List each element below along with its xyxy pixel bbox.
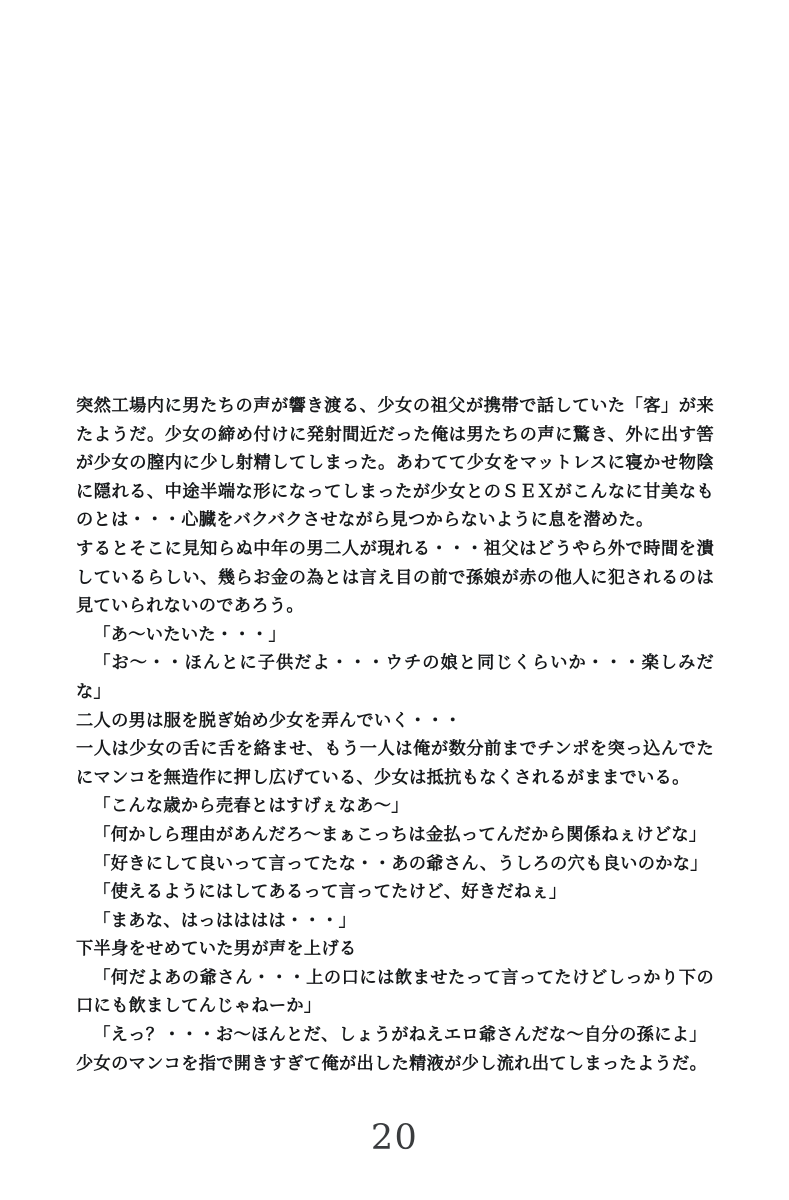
paragraph: 「好きにして良いって言ってたな・・あの爺さん、うしろの穴も良いのかな」 xyxy=(93,853,708,874)
paragraph: 突然工場内に男たちの声が響き渡る、少女の祖父が携帯で話していた「客」が来たようだ。少女の締め付けに発射間近だった俺は男たちの声に驚き、外に出す筈が少女の膣内に少し射精してしまった。あわてて少女をマットレスに寝かせ物陰に隠れる、中途半端な形になってしまったが少女とのＳＥＸがこんなに甘美なものとは・・・心臓をバクバクさせながら見つからないように息を潜めた。 xyxy=(76,396,714,531)
paragraph: 「使えるようにはしてあるって言ってたけど、好きだねぇ」 xyxy=(93,882,567,903)
paragraph: 「まあな、はっはははは・・・」 xyxy=(93,910,357,931)
body-text-block xyxy=(76,392,714,1078)
paragraph: 「何だよあの爺さん・・・上の口には飲ませたって言ってたけどしっかり下の口にも飲ましてんじゃねーか」 xyxy=(76,967,714,1017)
paragraph: 「何かしら理由があんだろ〜まぁこっちは金払ってんだから関係ねぇけどな」 xyxy=(93,824,707,845)
paragraph: するとそこに見知らぬ中年の男二人が現れる・・・祖父はどうやら外で時間を潰しているらしい、幾らお金の為とは言え目の前で孫娘が赤の他人に犯されるのは見ていられないのであろう。 xyxy=(76,538,714,617)
paragraph: 「お〜・・ほんとに子供だよ・・・ウチの娘と同じくらいか・・・楽しみだな」 xyxy=(76,653,714,702)
paragraph: 「えっ？・・・お〜ほんとだ、しょうがねえエロ爺さんだな〜自分の孫によ」 xyxy=(93,1025,707,1046)
paragraph: 下半身をせめていた男が声を上げる xyxy=(76,939,357,960)
paragraph: 一人は少女の舌に舌を絡ませ、もう一人は俺が数分前までチンポを突っ込んでたにマンコを無造作に押し広げている、少女は抵抗もなくされるがままでいる。 xyxy=(76,739,714,788)
page-number: 20 xyxy=(370,1118,419,1158)
paragraph: 少女のマンコを指で開きすぎて俺が出した精液が少し流れ出てしまったようだ。 xyxy=(76,1053,708,1074)
paragraph: 「あ〜いたいた・・・」 xyxy=(93,624,287,645)
paragraph: 「こんな歳から売春とはすげぇなあ〜」 xyxy=(93,796,409,817)
paragraph: 二人の男は服を脱ぎ始め少女を弄んでいく・・・ xyxy=(76,710,462,731)
